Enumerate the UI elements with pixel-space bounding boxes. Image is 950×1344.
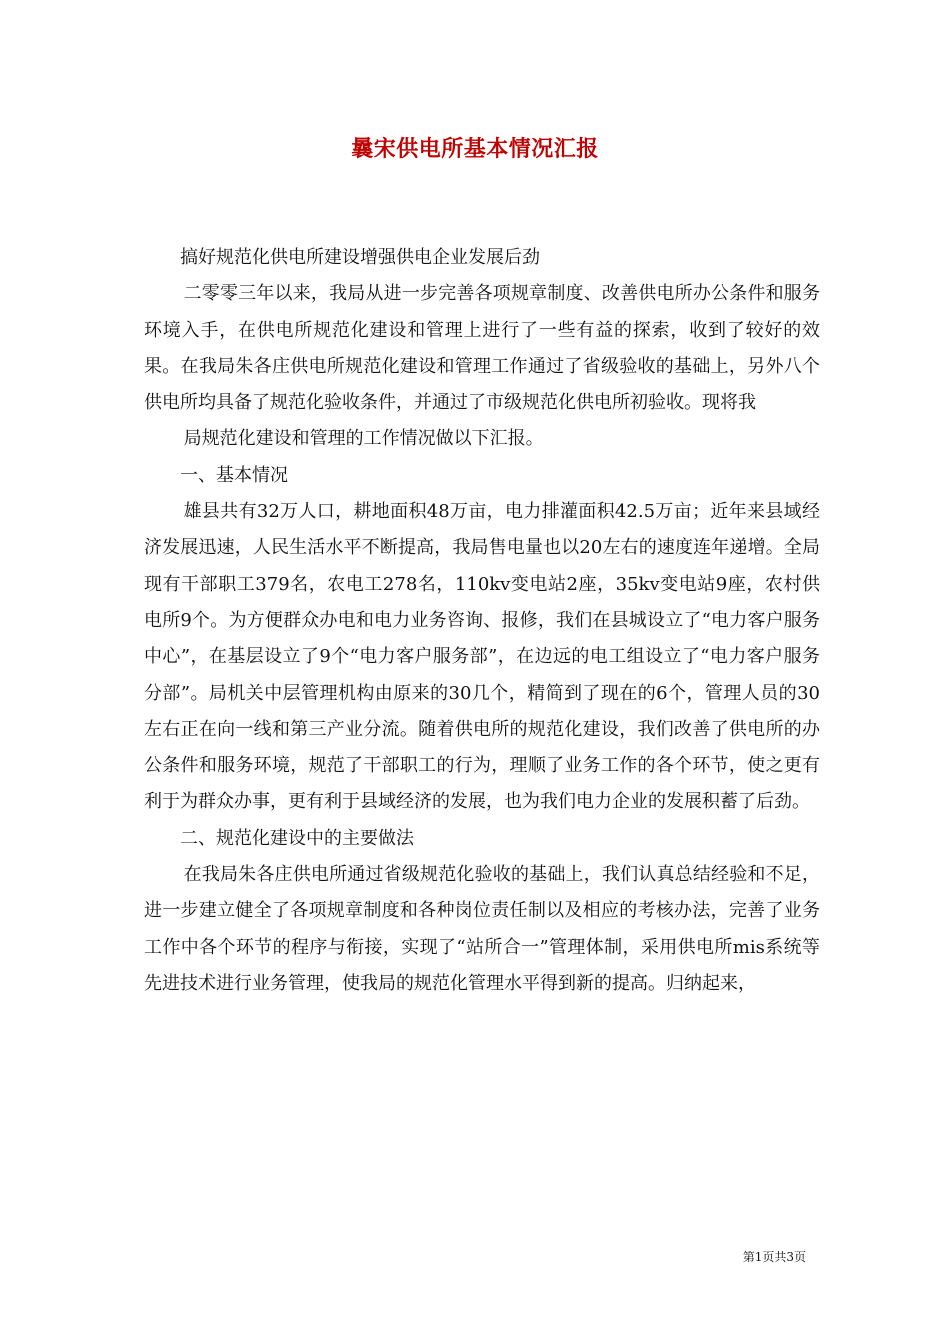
page-number: 第1页共3页 (742, 1250, 806, 1264)
paragraph-intro: 二零零三年以来，我局从进一步完善各项规章制度、改善供电所办公条件和服务环境入手，在供电所规范化建设和管理上进行了一些有益的探索，收到了较好的效果。在我局朱各庄供电所规范化建设和管理工作通过了省级验收的基础上，另外八个供电所均具备了规范化验收条件，并通过了市级规范化供电所初验收。现将我 (144, 283, 820, 414)
paragraph-subtitle: 搞好规范化供电所建设增强供电企业发展后劲 (180, 247, 540, 268)
document-title: 曩宋供电所基本情况汇报 (351, 136, 599, 162)
document-body (144, 240, 820, 1002)
section-heading-basic: 一、基本情况 (180, 464, 288, 486)
paragraph-basic-info: 雄县共有32万人口，耕地面积48万亩，电力排灌面积42.5万亩；近年来县域经济发展迅速，人民生活水平不断提高，我局售电量也以20左右的速度连年递增。全局现有干部职工379名，农电工278名，110kv变电站2座，35kv变电站9座，农村供电所9个。为方便群众办电和电力业务咨询、报修，我们在县城设立了“电力客户服务中心”，在基层设立了9个“电力客户服务部”，在边远的电工组设立了“电力客户服务分部”。局机关中层管理机构由原来的30几个，精简到了现在的6个，管理人员的30左右正在向一线和第三产业分流。随着供电所的规范化建设，我们改善了供电所的办公条件和服务环境，规范了干部职工的行为，理顺了业务工作的各个环节，使之更有利于为群众办事，更有利于县域经济的发展，也为我们电力企业的发展积蓄了后劲。 (144, 501, 820, 813)
paragraph-intro-cont: 局规范化建设和管理的工作情况做以下汇报。 (183, 428, 544, 450)
section-heading-methods: 二、规范化建设中的主要做法 (180, 827, 414, 849)
paragraph-methods: 在我局朱各庄供电所通过省级规范化验收的基础上，我们认真总结经验和不足，进一步建立健全了各项规章制度和各种岗位责任制以及相应的考核办法，完善了业务工作中各个环节的程序与衔接，实现了“站所合一”管理体制，采用供电所mis系统等先进技术进行业务管理，使我局的规范化管理水平得到新的提高。归纳起来， (144, 864, 820, 994)
